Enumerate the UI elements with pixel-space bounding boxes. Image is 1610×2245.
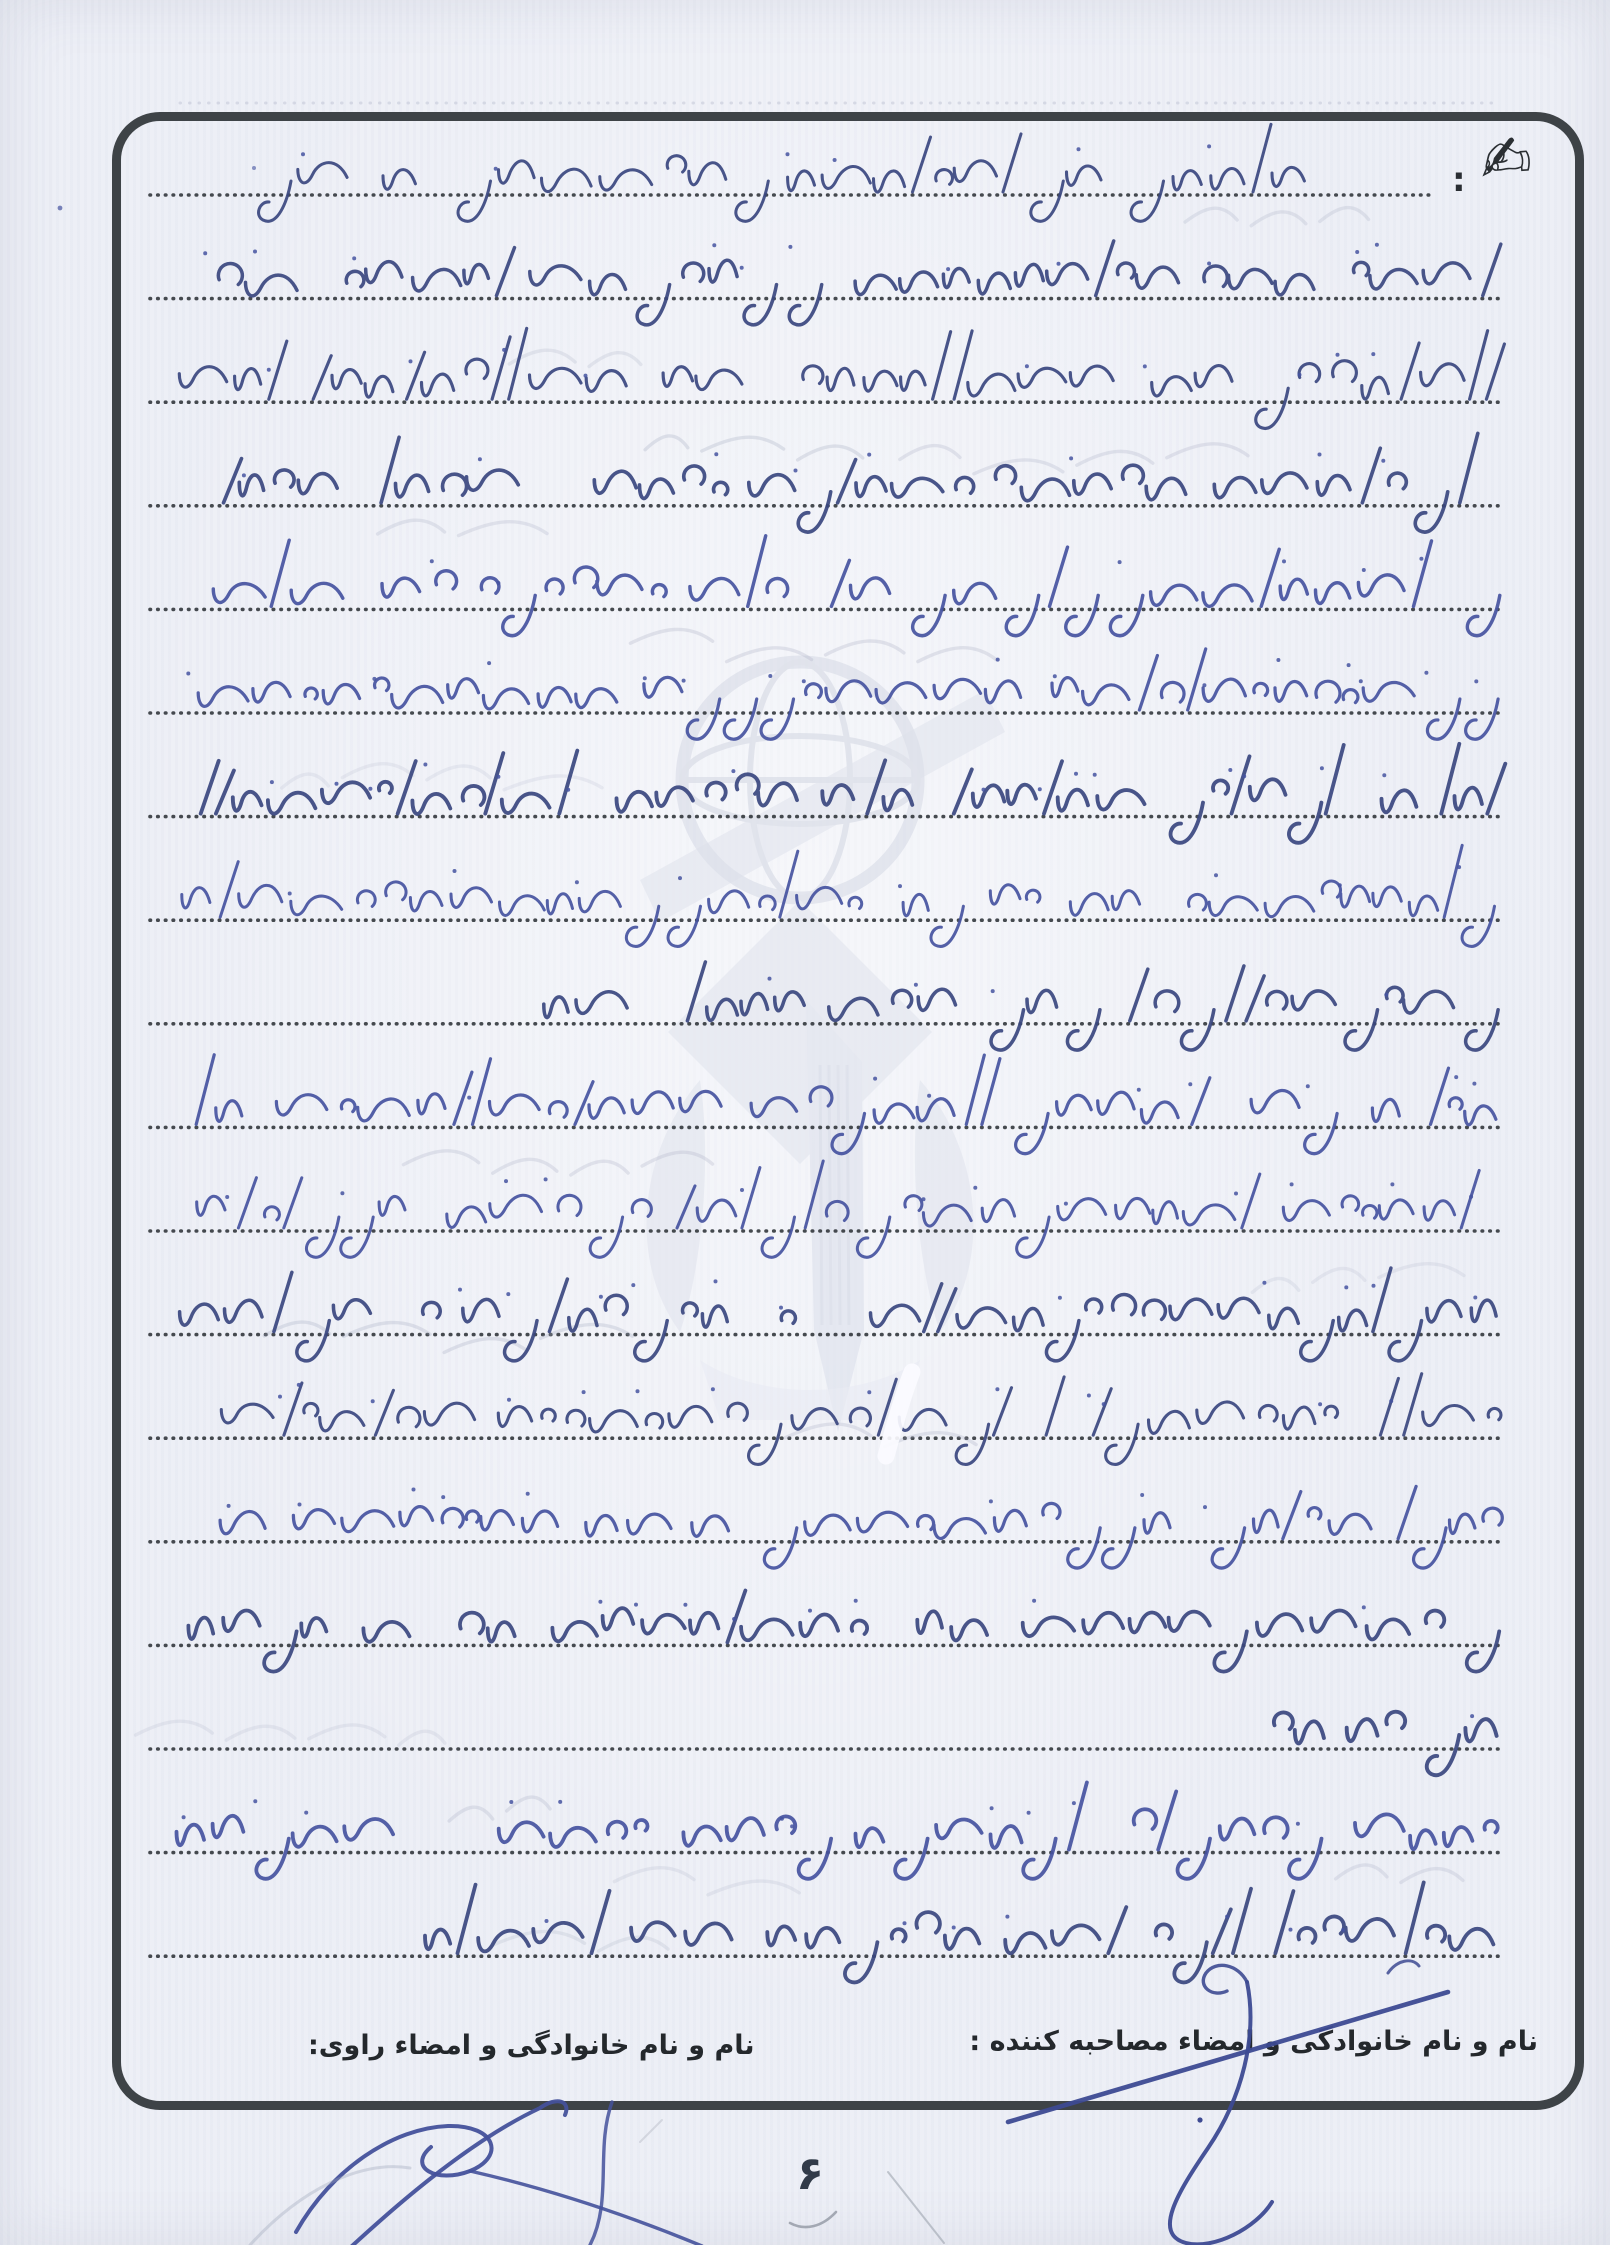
handwriting-line: [221, 1374, 1501, 1465]
handwriting-line: [224, 433, 1478, 532]
handwriting-line: [180, 1268, 1497, 1361]
writing-hand-icon: ✍: [1477, 120, 1535, 197]
handwriting-line: [203, 241, 1501, 325]
handwriting-line: [182, 845, 1495, 946]
narrator-signature-label: نام و نام خانوادگی و امضاء راوی:: [308, 2030, 755, 2061]
handwriting-line: [1274, 1712, 1497, 1776]
handwritten-text-lines: [58, 124, 1506, 1982]
first-line-colon: :: [1452, 160, 1466, 200]
handwriting-line: [197, 1161, 1480, 1257]
narrator-signature: [250, 2101, 702, 2245]
handwriting-line: [201, 744, 1506, 843]
handwriting-line: [220, 1486, 1502, 1568]
handwriting-line: [186, 649, 1498, 739]
interviewer-signature-label: نام و نام خانوادگی و امضاء مصاحبه کننده :: [969, 2026, 1538, 2057]
handwriting-line: [259, 124, 1305, 221]
handwriting-line: [213, 536, 1500, 636]
handwriting-line: [196, 1055, 1496, 1154]
correction-fluid-mark: [886, 1372, 912, 1456]
handwriting-line: [188, 1591, 1499, 1672]
handwriting-line: [425, 1883, 1493, 1983]
signatures: [250, 1961, 1448, 2245]
handwriting-line: [177, 1782, 1498, 1878]
interviewer-signature: [1008, 1961, 1448, 2244]
handwriting-line: [179, 328, 1504, 428]
page-number: ۶: [796, 2146, 825, 2200]
pencil-marks: [640, 2120, 944, 2243]
handwriting-line: [544, 962, 1498, 1050]
